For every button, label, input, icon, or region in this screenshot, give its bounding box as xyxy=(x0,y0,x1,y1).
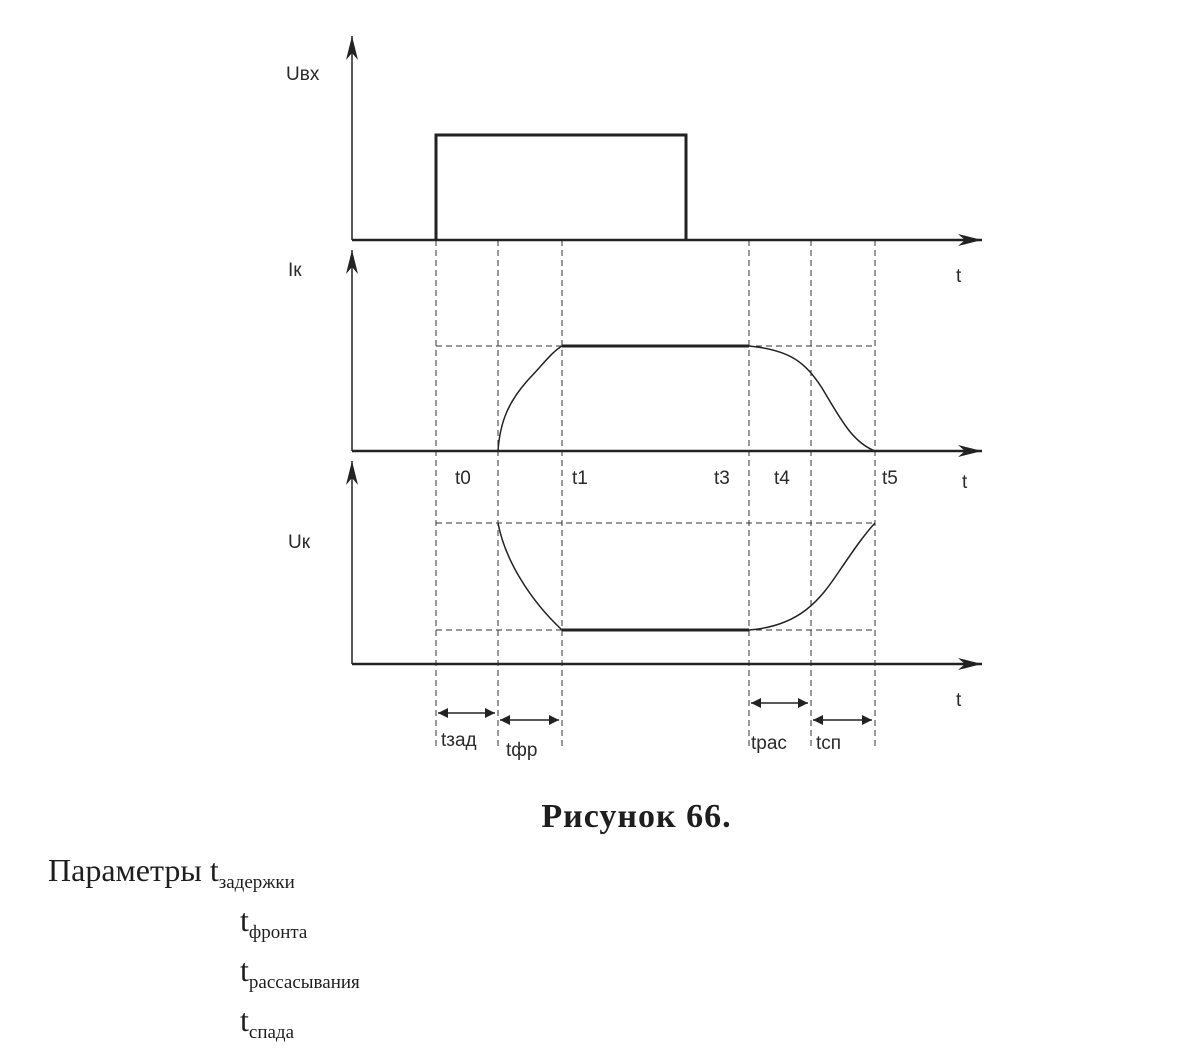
param-t: t xyxy=(240,902,249,938)
param-t: t xyxy=(240,1002,249,1038)
level-guides xyxy=(436,346,875,630)
interval-delay: tзад xyxy=(441,730,477,751)
param-t: t xyxy=(209,852,219,888)
figure-caption: Рисунок 66. xyxy=(541,798,732,835)
interval-front: tфр xyxy=(506,740,538,761)
mark-t3: t3 xyxy=(714,468,730,489)
time-label-3: t xyxy=(956,690,962,711)
time-guides xyxy=(436,240,875,750)
mark-t4: t4 xyxy=(774,468,790,489)
interval-storage: tрас xyxy=(751,733,787,754)
time-label-1: t xyxy=(956,266,962,287)
collector-voltage-curve xyxy=(498,523,875,630)
param-sub-front: фронта xyxy=(248,922,308,943)
param-sub-storage: рассасывания xyxy=(248,972,360,993)
mark-t5: t5 xyxy=(882,468,898,489)
label-u-in: Uвх xyxy=(286,64,320,85)
param-t: t xyxy=(240,952,249,988)
parameters-list xyxy=(48,848,360,1048)
interval-arrows xyxy=(438,703,872,720)
params-lead: Параметры xyxy=(48,852,202,888)
collector-current-curve xyxy=(498,346,875,451)
param-delay xyxy=(48,848,360,898)
label-i-c: Iк xyxy=(288,260,302,281)
interval-fall: tсп xyxy=(816,733,842,754)
time-label-2: t xyxy=(962,472,968,493)
input-pulse xyxy=(436,135,686,240)
label-u-c: Uк xyxy=(288,532,311,553)
param-front xyxy=(48,898,360,948)
param-storage xyxy=(48,948,360,998)
param-sub-delay: задержки xyxy=(218,872,295,893)
param-fall xyxy=(48,998,360,1048)
mark-t0: t0 xyxy=(455,468,471,489)
param-sub-fall: спада xyxy=(248,1022,295,1043)
mark-t1: t1 xyxy=(572,468,588,489)
